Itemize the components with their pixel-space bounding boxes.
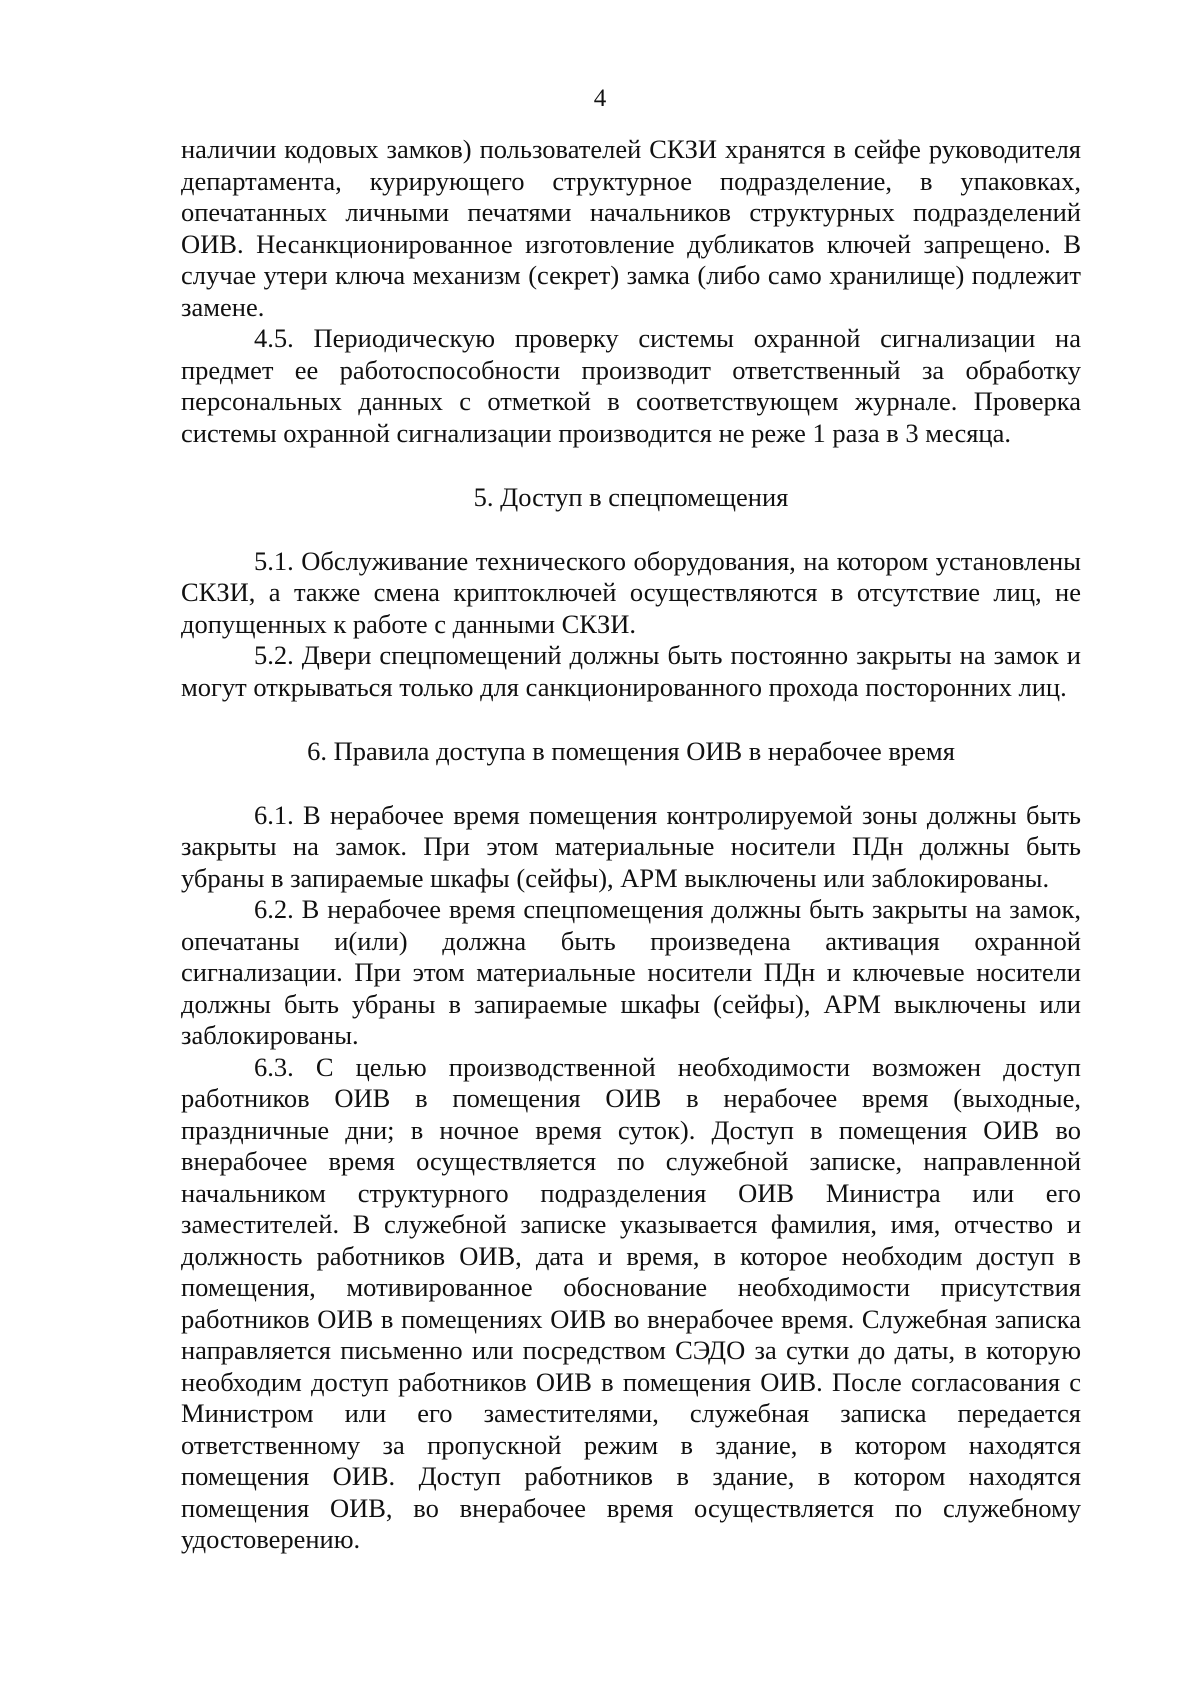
paragraph-5-1: 5.1. Обслуживание технического оборудования, на котором установлены СКЗИ, а также смена криптоключей осуществляются в отсутствие лиц, не допущенных к работе с данными СКЗИ. xyxy=(181,545,1081,639)
paragraph-6-2: 6.2. В нерабочее время спецпомещения должны быть закрыты на замок, опечатаны и(или) должна быть произведена активация охранной сигнализации. При этом материальные носители ПДн и ключевые носители должны быть убраны в запираемые шкафы (сейфы), АРМ выключены или заблокированы. xyxy=(181,894,1081,1050)
paragraph-continuation: наличии кодовых замков) пользователей СКЗИ хранятся в сейфе руководителя департамента, курирующего структурное подразделение, в упаковках, опечатанных личными печатями начальников структурных подразделений ОИВ. Несанкционированное изготовление дубликатов ключей запрещено. В случае утери ключа механизм (секрет) замка (либо само хранилище) подлежит замене. xyxy=(181,134,1081,322)
paragraph-4-5: 4.5. Периодическую проверку системы охранной сигнализации на предмет ее работоспособности производит ответственный за обработку персональных данных с отметкой в соответствующем журнале. Проверка системы охранной сигнализации производится не реже 1 раза в 3 месяца. xyxy=(181,323,1081,448)
paragraph-5-2: 5.2. Двери спецпомещений должны быть постоянно закрыты на замок и могут открываться только для санкционированного прохода посторонних лиц. xyxy=(181,640,1081,702)
section-heading-5: 5. Доступ в спецпомещения xyxy=(473,482,789,512)
document-body xyxy=(181,134,1081,1556)
page-number: 4 xyxy=(593,85,607,112)
section-heading-6: 6. Правила доступа в помещения ОИВ в нерабочее время xyxy=(307,736,955,766)
paragraph-6-3: 6.3. С целью производственной необходимости возможен доступ работников ОИВ в помещения ОИВ в нерабочее время (выходные, праздничные дни; в ночное время суток). Доступ в помещения ОИВ во внерабочее время осуществляется по служебной записке, направленной начальником структурного подразделения ОИВ Министра или его заместителей. В служебной записке указывается фамилия, имя, отчество и должность работников ОИВ, дата и время, в которое необходим доступ в помещения, мотивированное обоснование необходимости присутствия работников ОИВ в помещениях ОИВ во внерабочее время. Служебная записка направляется письменно или посредством СЭДО за сутки до даты, в которую необходим доступ работников ОИВ в помещения ОИВ. После согласования с Министром или его заместителями, служебная записка передается ответственному за пропускной режим в здание, в котором находятся помещения ОИВ. Доступ работников в здание, в котором находятся помещения ОИВ, во внерабочее время осуществляется по служебному удостоверению. xyxy=(181,1051,1081,1554)
paragraph-6-1: 6.1. В нерабочее время помещения контролируемой зоны должны быть закрыты на замок. При этом материальные носители ПДн должны быть убраны в запираемые шкафы (сейфы), АРМ выключены или заблокированы. xyxy=(181,799,1081,893)
